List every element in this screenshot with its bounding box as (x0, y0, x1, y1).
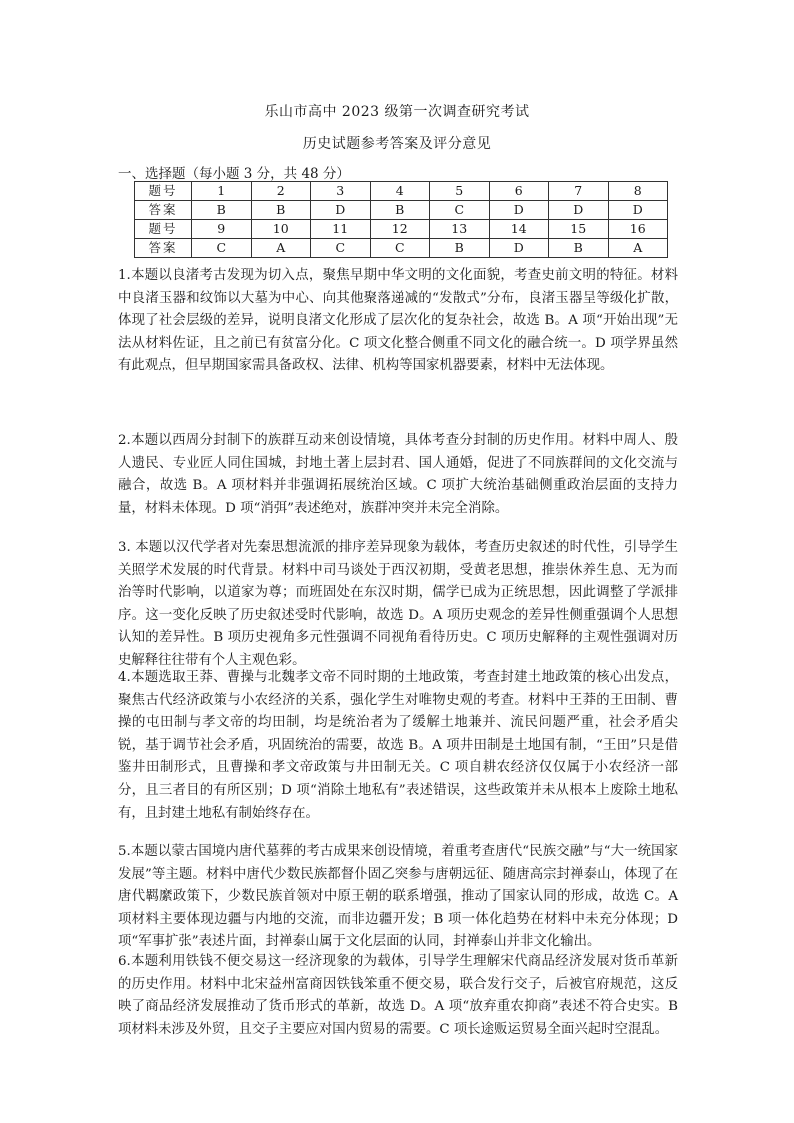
explanation-paragraph-1: 1.本题以良渚考古发现为切入点，聚焦早期中华文明的文化面貌，考查史前文明的特征。材料中良渚玉器和纹饰以大墓为中心、向其他聚落递减的“发散式”分布，良渚玉器呈等级化扩散，体现了社会层级的差异，说明良渚文化形成了层次化的复杂社会，故选 B。A 项“开始出现”无法从材料佐证，且之前已有贫富分化。C 项文化整合侧重不同文化的融合统一。D 项学界虽然有此观点，但早期国家需具备政权、法律、机构等国家机器要素，材料中无法体现。 (118, 268, 678, 374)
table-cell: B (370, 201, 430, 220)
table-row (135, 239, 668, 258)
table-cell: D (489, 239, 549, 258)
table-cell: C (430, 201, 490, 220)
table-cell: D (489, 201, 549, 220)
table-cell: 答案 (135, 239, 192, 258)
table-cell: D (311, 201, 371, 220)
table-cell: A (251, 239, 311, 258)
table-cell: 11 (311, 220, 371, 239)
table-cell: 3 (311, 182, 371, 201)
section-heading-choice: 一、选择题（每小题 3 分，共 48 分） (118, 166, 350, 182)
table-cell: 7 (549, 182, 609, 201)
table-cell: C (311, 239, 371, 258)
table-cell: 14 (489, 220, 549, 239)
table-cell: 题号 (135, 220, 192, 239)
table-row (135, 182, 668, 201)
table-cell: D (549, 201, 609, 220)
explanation-paragraph-4: 4.本题选取王莽、曹操与北魏孝文帝不同时期的土地政策，考查封建土地政策的核心出发点，聚焦古代经济政策与小农经济的关系，强化学生对唯物史观的考查。材料中王莽的王田制、曹操的屯田制与孝文帝的均田制，均是统治者为了缓解土地兼并、流民问题严重，社会矛盾尖锐，基于调节社会矛盾，巩固统治的需要，故选 B。A 项井田制是土地国有制，“王田”只是借鉴井田制形式，且曹操和孝文帝政策与井田制无关。C 项自耕农经济仅仅属于小农经济一部分，且三者目的有所区别；D 项“消除土地私有”表述错误，这些政策并未从根本上废除土地私有，且封建土地私有制始终存在。 (118, 670, 678, 821)
table-cell: 12 (370, 220, 430, 239)
table-cell: B (430, 239, 490, 258)
table-cell: 13 (430, 220, 490, 239)
table-cell: B (549, 239, 609, 258)
table-cell: 16 (608, 220, 668, 239)
table-cell: C (370, 239, 430, 258)
explanation-paragraph-3: 3. 本题以汉代学者对先秦思想流派的排序差异现象为载体，考查历史叙述的时代性，引导学生关照学术发展的时代背景。材料中司马谈处于西汉初期，受黄老思想，推崇休养生息、无为而治等时代影响，以道家为尊；而班固处在东汉时期，儒学已成为正统思想，因此调整了学派排序。这一变化反映了历史叙述受时代影响，故选 D。A 项历史观念的差异性侧重强调个人思想认知的差异性。B 项历史视角多元性强调不同视角看待历史。C 项历史解释的主观性强调对历史解释往往带有个人主观色彩。 (118, 540, 678, 668)
table-cell: 题号 (135, 182, 192, 201)
table-row (135, 201, 668, 220)
explanation-paragraph-5: 5.本题以蒙古国境内唐代墓葬的考古成果来创设情境，着重考查唐代“民族交融”与“大一统国家发展”等主题。材料中唐代少数民族都督仆固乙突参与唐朝远征、随唐高宗封禅泰山，体现了在唐代羁縻政策下，少数民族首领对中原王朝的联系增强，推动了国家认同的形成，故选 C。A 项材料主要体现边疆与内地的交流，而非边疆开发；B 项一体化趋势在材料中未充分体现；D 项“军事扩张”表述片面，封禅泰山属于文化层面的认同，封禅泰山并非文化输出。 (118, 844, 678, 950)
table-cell: 5 (430, 182, 490, 201)
document-title: 乐山市高中 2023 级第一次调查研究考试 (264, 104, 530, 120)
table-cell: 1 (192, 182, 252, 201)
document-subtitle: 历史试题参考答案及评分意见 (302, 136, 492, 152)
table-cell: D (608, 201, 668, 220)
table-cell: B (192, 201, 252, 220)
table-cell: 10 (251, 220, 311, 239)
explanation-paragraph-6: 6.本题利用铁钱不便交易这一经济现象的为载体，引导学生理解宋代商品经济发展对货币革新的历史作用。材料中北宋益州富商因铁钱笨重不便交易，联合发行交子，后被官府规范，这反映了商品经济发展推动了货币形式的革新，故选 D。A 项“放弃重农抑商”表述不符合史实。B 项材料未涉及外贸，且交子主要应对国内贸易的需要。C 项长途贩运贸易全面兴起时空混乱。 (118, 954, 678, 1037)
table-cell: B (251, 201, 311, 220)
table-cell: 2 (251, 182, 311, 201)
table-cell: 4 (370, 182, 430, 201)
table-cell: 答案 (135, 201, 192, 220)
table-cell: A (608, 239, 668, 258)
table-cell: 6 (489, 182, 549, 201)
table-cell: 15 (549, 220, 609, 239)
answer-table (134, 181, 668, 258)
table-cell: 8 (608, 182, 668, 201)
table-cell: C (192, 239, 252, 258)
explanation-paragraph-2: 2.本题以西周分封制下的族群互动来创设情境，具体考查分封制的历史作用。材料中周人、殷人遗民、专业匠人同住国城，封地土著上层封君、国人通婚，促进了不同族群间的文化交流与融合，故选 B。A 项材料并非强调拓展统治区域。C 项扩大统治基础侧重政治层面的支持力量，材料未体现。D 项“消弭”表述绝对，族群冲突并未完全消除。 (118, 433, 678, 516)
table-cell: 9 (192, 220, 252, 239)
table-row (135, 220, 668, 239)
